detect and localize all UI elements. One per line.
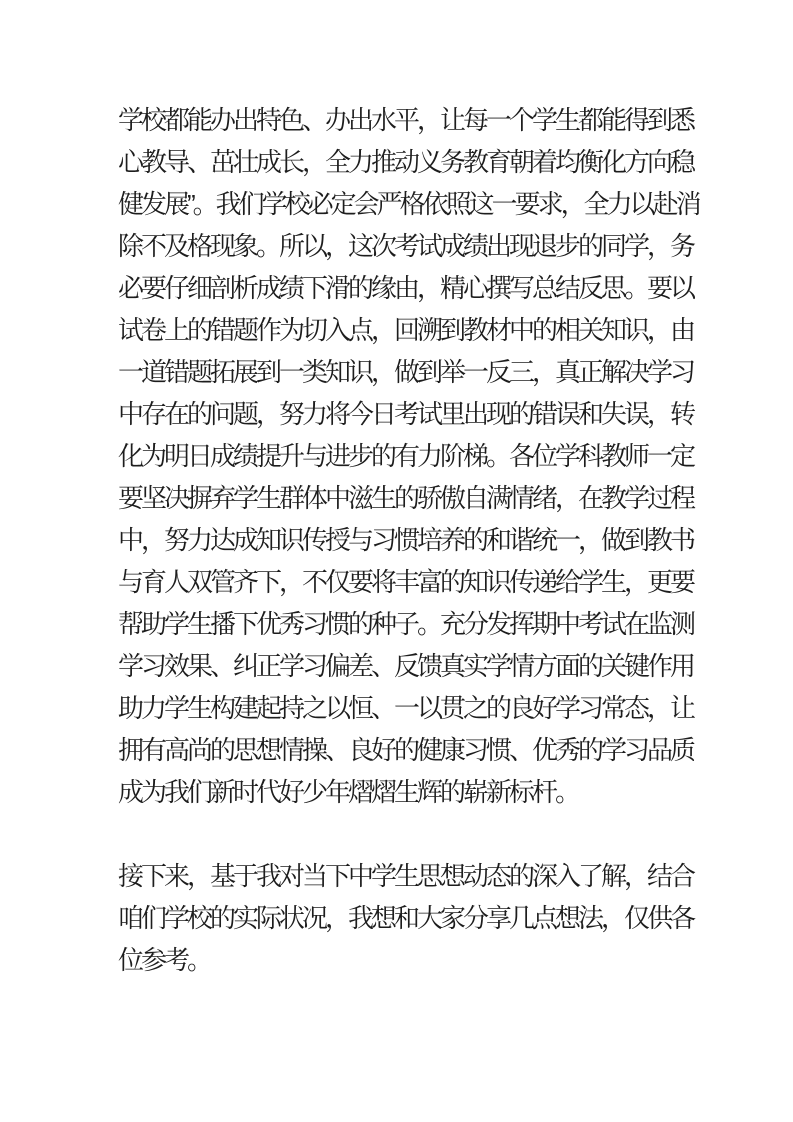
text-line: 中存在的问题，努力将今日考试里出现的错误和失误，转 (118, 399, 694, 429)
text-line: 心教导、茁壮成长，全力推动义务教育朝着均衡化方向稳 (118, 147, 694, 177)
text-line: 要坚决摒弃学生群体中滋生的骄傲自满情绪，在教学过程 (118, 483, 694, 513)
text-line: 与育人双管齐下，不仅要将丰富的知识传递给学生，更要 (118, 567, 694, 597)
text-line: 化为明日成绩提升与进步的有力阶梯。各位学科教师一定 (118, 441, 694, 471)
text-line: 位参考。 (118, 945, 211, 975)
text-line: 咱们学校的实际状况，我想和大家分享几点想法，仅供各 (118, 903, 694, 933)
text-line: 一道错题拓展到一类知识，做到举一反三，真正解决学习 (118, 357, 694, 387)
text-line: 学校都能办出特色、办出水平，让每一个学生都能得到悉 (118, 105, 694, 135)
paragraph-1 (118, 99, 733, 813)
text-line: 学习效果、纠正学习偏差、反馈真实学情方面的关键作用 (118, 651, 694, 681)
text-line: 助力学生构建起持之以恒、一以贯之的良好学习常态，让 (118, 693, 694, 723)
text-line: 健发展”。我们学校必定会严格依照这一要求，全力以赴消 (118, 189, 699, 219)
text-line: 必要仔细剖析成绩下滑的缘由，精心撰写总结反思。要以 (118, 273, 694, 303)
text-line: 试卷上的错题作为切入点，回溯到教材中的相关知识，由 (118, 315, 694, 345)
text-line: 成为我们新时代好少年熠熠生辉的崭新标杆。 (118, 777, 579, 807)
text-line: 接下来，基于我对当下中学生思想动态的深入了解，结合 (118, 861, 694, 891)
text-line: 帮助学生播下优秀习惯的种子。充分发挥期中考试在监测 (118, 609, 694, 639)
text-line: 拥有高尚的思想情操、良好的健康习惯、优秀的学习品质 (118, 735, 694, 765)
paragraph-2 (118, 855, 733, 981)
text-line: 除不及格现象。所以，这次考试成绩出现退步的同学，务 (118, 231, 694, 261)
text-line: 中，努力达成知识传授与习惯培养的和谐统一，做到教书 (118, 525, 694, 555)
